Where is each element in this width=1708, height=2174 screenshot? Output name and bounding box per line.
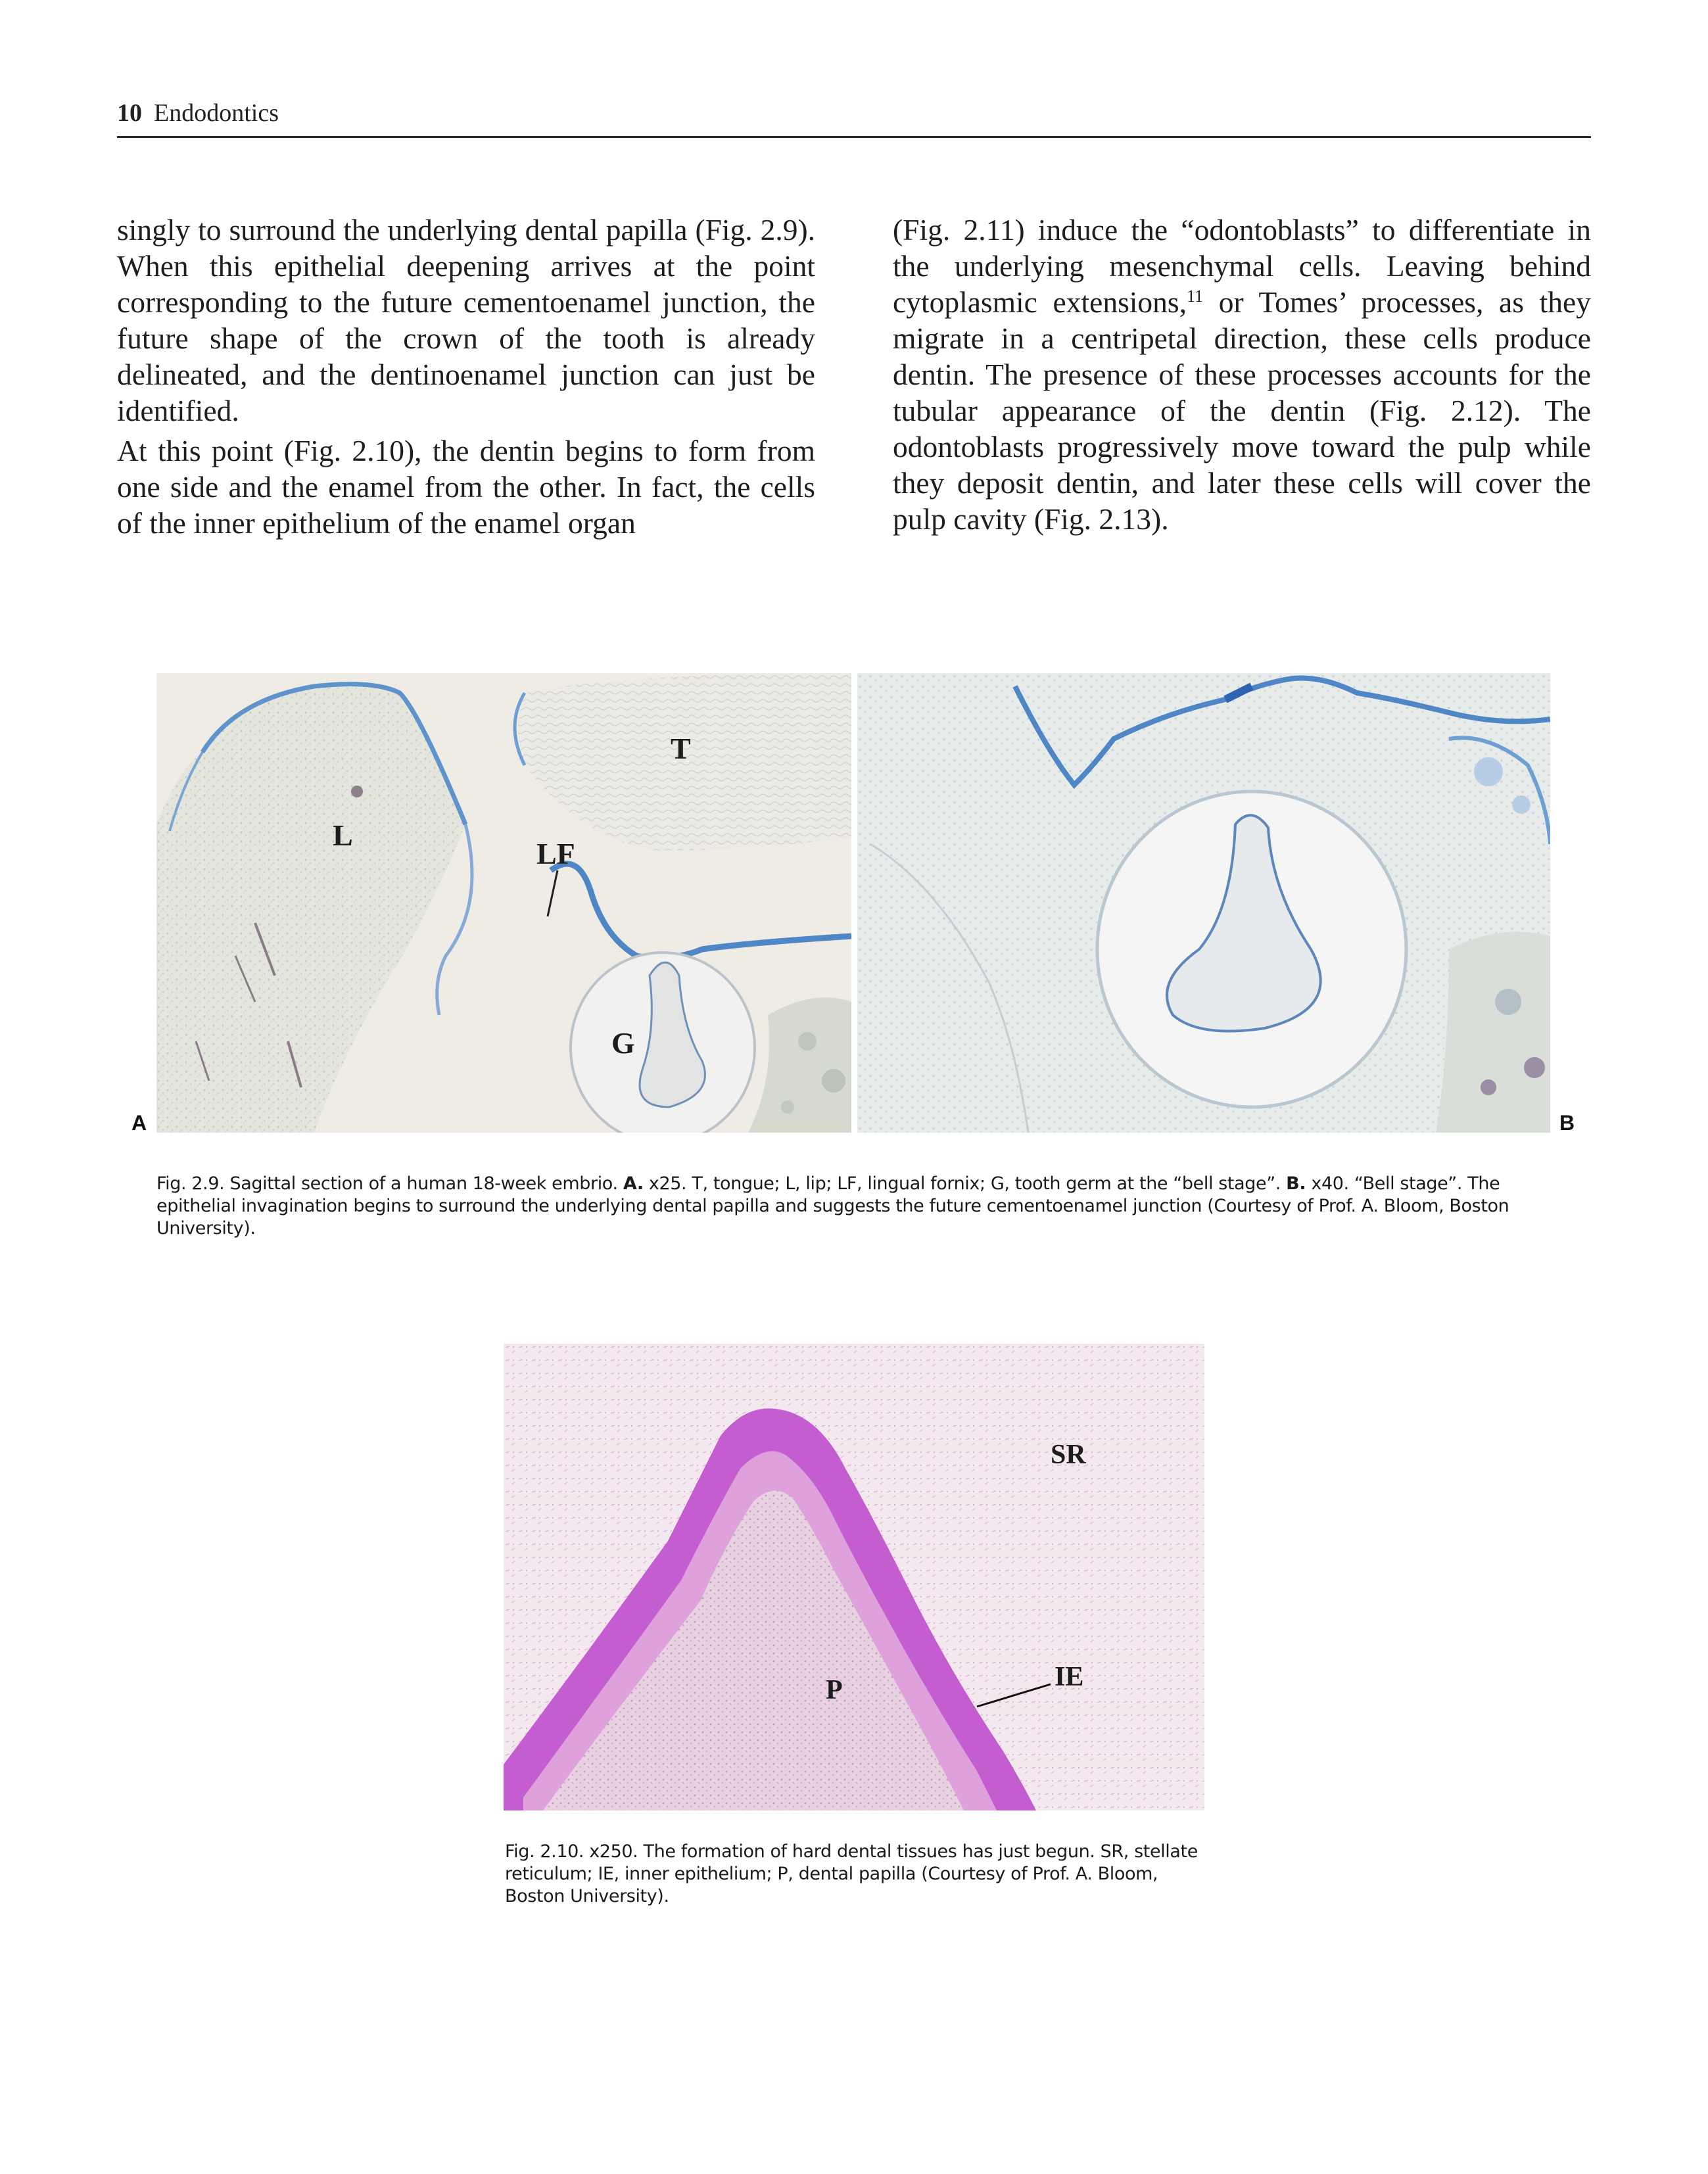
figure-2-9-caption: Fig. 2.9. Sagittal section of a human 18-week embrio. A. x25. T, tongue; L, lip; LF, lingual fornix; G, tooth germ at the “bell stage”. B. x40. “Bell stage”. The epithelial invagination begins to surround the underlying dental papilla and suggests the future cementoenamel junction (Courtesy of Prof. A. Bloom, Boston University).	[156, 1173, 1509, 1239]
label-ie: IE	[1055, 1662, 1084, 1692]
figure-2-10-caption: Fig. 2.10. x250. The formation of hard dental tissues has just begun. SR, stellate reticulum; IE, inner epithelium; P, dental papilla (Courtesy of Prof. A. Bloom, Boston University).	[505, 1841, 1198, 1906]
label-t: T	[671, 732, 691, 765]
paragraph: (Fig. 2.11) induce the “odontoblasts” to differentiate in the underlying mesenchymal cells. Leaving behind cytoplasmic extensions,$^{11}$ or Tomes’ processes, as they migrate in a centripetal direction, these cells produce dentin. The presence of these processes accounts for the tubular appearance of the dentin (Fig. 2.12). The odontoblasts progressively move toward the pulp while they deposit dentin, and later these cells will cover the pulp cavity (Fig. 2.13).	[893, 213, 1591, 536]
page-number: 10	[117, 99, 142, 127]
label-g: G	[611, 1026, 635, 1060]
histology-image-b	[857, 673, 1550, 1133]
running-header	[117, 99, 279, 128]
histology-image-2-10	[504, 1344, 1204, 1810]
paragraph: singly to surround the underlying dental papilla (Fig. 2.9). When this epithelial deepening arrives at the point corresponding to the future cementoenamel junction, the future shape of the crown of the tooth is already delineated, and the dentinoenamel junction can just be identified.	[117, 213, 815, 427]
left-column	[117, 212, 815, 541]
label-p: P	[826, 1675, 843, 1705]
figure-2-9-panel-a	[156, 673, 851, 1133]
label-lf: LF	[536, 837, 575, 870]
panel-label-b: B	[1559, 1111, 1575, 1135]
figure-2-10-image	[504, 1344, 1204, 1810]
running-title: Endodontics	[154, 99, 279, 127]
label-l: L	[333, 818, 353, 852]
figure-2-9-panel-b	[857, 673, 1550, 1133]
reference-marker: 11	[1187, 286, 1204, 306]
histology-image-a	[156, 673, 851, 1133]
header-rule	[117, 136, 1591, 138]
right-column	[893, 212, 1591, 537]
label-sr: SR	[1051, 1440, 1086, 1470]
panel-label-a: A	[131, 1111, 147, 1135]
paragraph: At this point (Fig. 2.10), the dentin begins to form from one side and the enamel from the other. In fact, the cells of the inner epithelium of the enamel organ	[117, 434, 815, 540]
